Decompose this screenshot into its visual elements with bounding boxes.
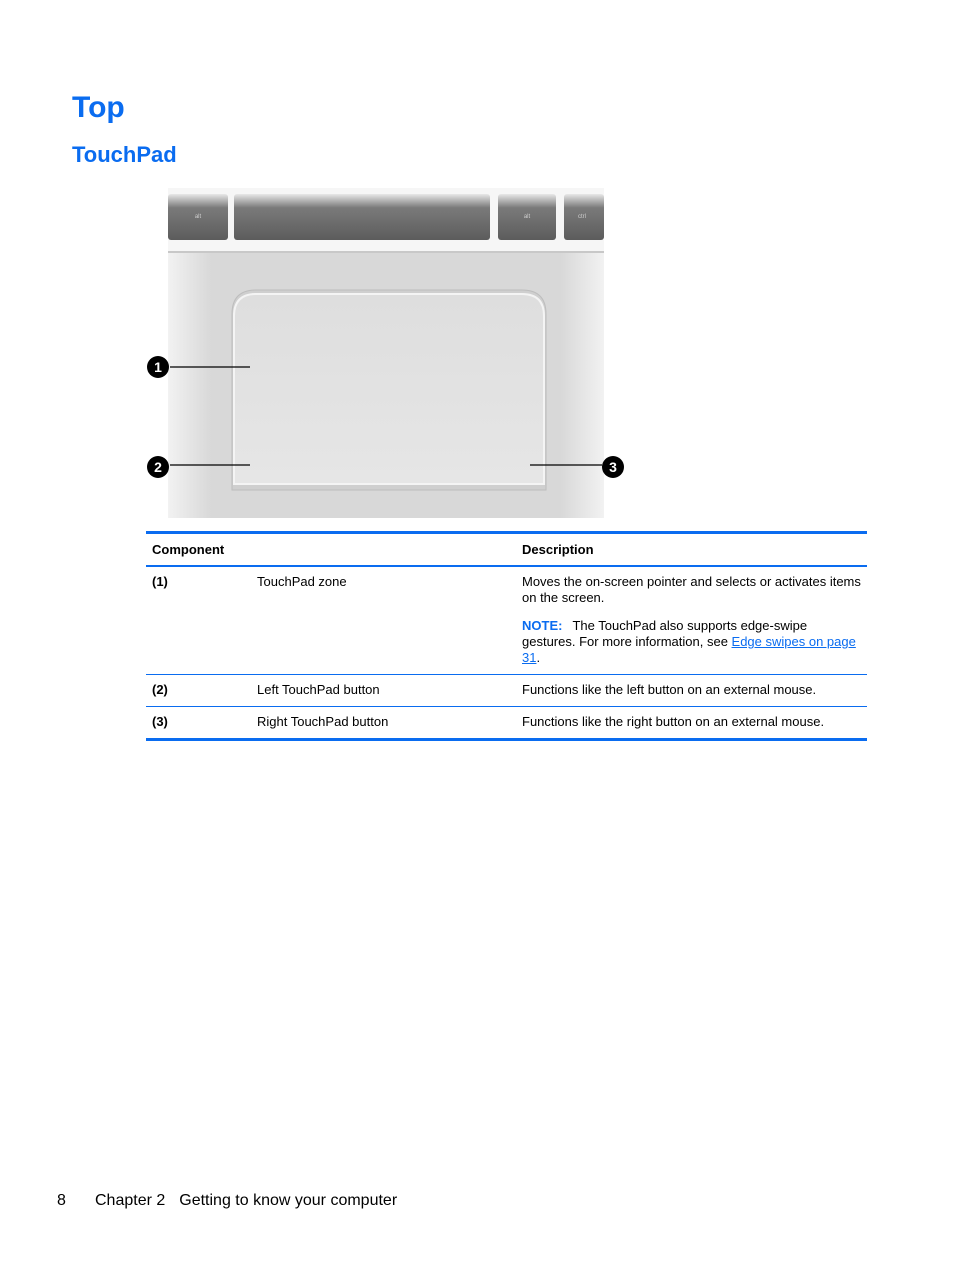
callout-number: 2 <box>154 459 162 475</box>
touchpad-zone <box>234 294 544 484</box>
component-table-grid <box>146 531 867 741</box>
row-description-cell <box>516 566 867 675</box>
note-end: . <box>536 650 541 665</box>
component-table <box>146 531 867 741</box>
callout-1 <box>147 356 169 378</box>
page-heading: Top <box>72 91 125 124</box>
row-component: Left TouchPad button <box>257 682 380 697</box>
callout-number: 3 <box>609 459 617 475</box>
key-label: alt <box>523 214 531 220</box>
key-spacebar <box>234 194 490 240</box>
section-heading: TouchPad <box>72 142 177 167</box>
row-number: (2) <box>152 682 168 697</box>
row-number: (3) <box>152 714 168 729</box>
row-description: Moves the on-screen pointer and selects or activates items on the screen. <box>522 574 861 605</box>
header-spacer <box>251 533 516 567</box>
row-component: Right TouchPad button <box>257 714 389 729</box>
table-row <box>146 707 867 740</box>
edge-swipes-link[interactable]: Edge swipes on page 31 <box>522 634 856 665</box>
table-row <box>146 675 867 707</box>
key-label: ctrl <box>578 214 586 220</box>
note-label: NOTE: <box>522 618 563 633</box>
table-header-row <box>146 533 867 567</box>
table-row <box>146 566 867 675</box>
touchpad-illustration <box>140 180 640 525</box>
page-footer <box>57 1190 397 1212</box>
footer-chapter: Chapter 2 <box>95 1192 166 1209</box>
key-label: alt <box>194 214 202 220</box>
footer-title: Getting to know your computer <box>179 1192 398 1209</box>
row-description: Functions like the right button on an external mouse. <box>522 714 825 729</box>
note <box>522 618 861 666</box>
page-number: 8 <box>57 1192 66 1209</box>
header-description: Description <box>522 542 594 557</box>
note-text: The TouchPad also supports edge-swipe gestures. For more information, see <box>522 618 808 649</box>
row-number: (1) <box>152 574 168 589</box>
touchpad-figure <box>140 180 640 525</box>
callout-3 <box>602 456 624 478</box>
row-component: TouchPad zone <box>257 574 347 589</box>
header-component: Component <box>152 542 225 557</box>
row-description: Functions like the left button on an external mouse. <box>522 682 817 697</box>
callout-number: 1 <box>154 359 162 375</box>
callout-2 <box>147 456 169 478</box>
